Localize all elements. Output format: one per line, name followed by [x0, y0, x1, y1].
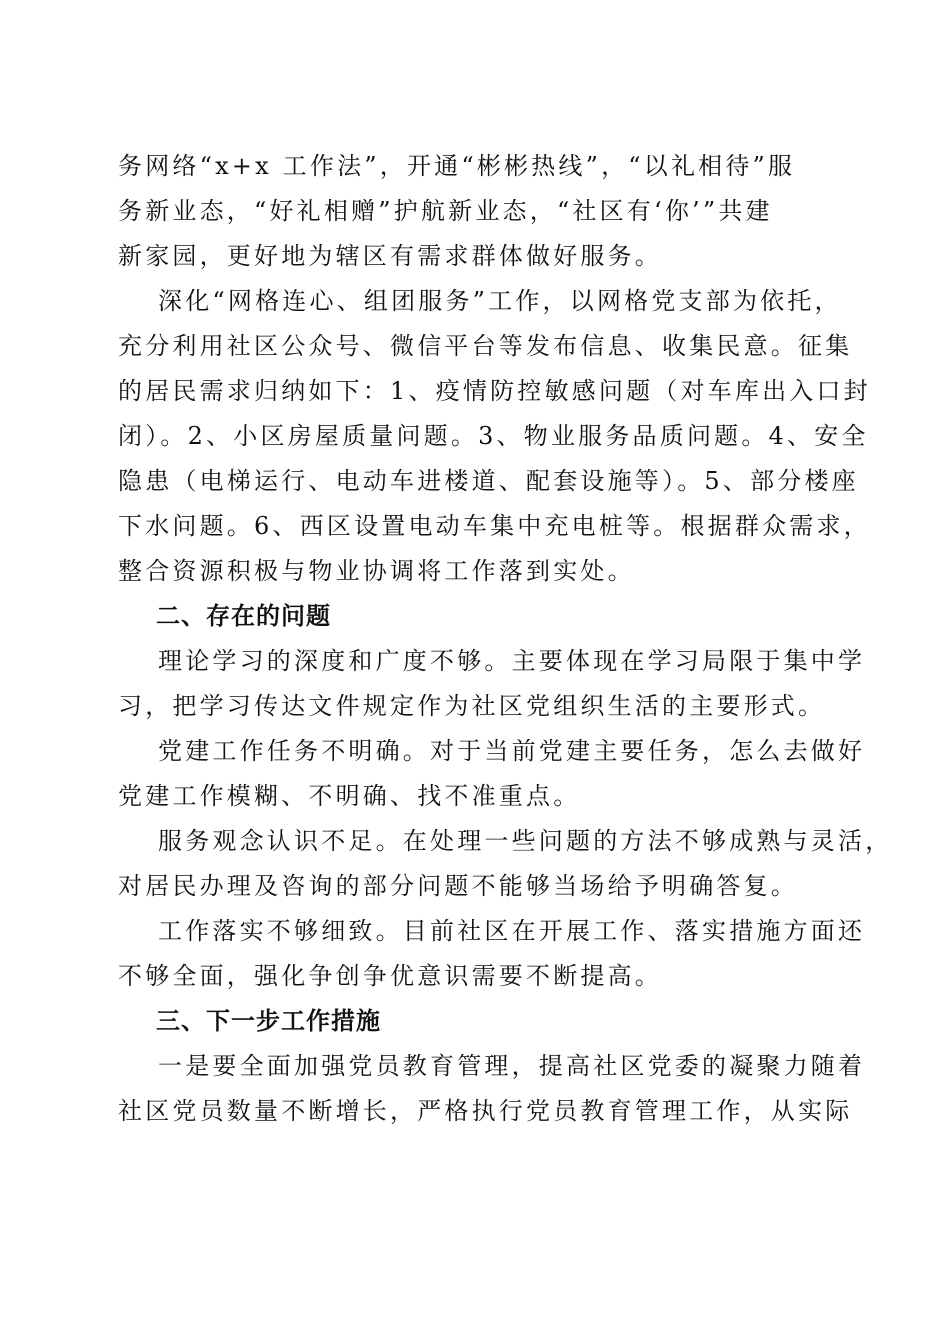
paragraph-start: 服务观念认识不足。在处理一些问题的方法不够成熟与灵活，: [158, 827, 893, 855]
paragraph-start: 一是要全面加强党员教育管理，提高社区党委的凝聚力随着: [158, 1052, 866, 1080]
text-line: 隐患（电梯运行、电动车进楼道、配套设施等）。5、部分楼座: [118, 467, 859, 495]
document-body: [118, 144, 893, 1134]
text-line: 充分利用社区公众号、微信平台等发布信息、收集民意。征集: [118, 332, 853, 360]
text-line: 务新业态，“好礼相赠”护航新业态，“社区有‘你’”共建: [118, 197, 773, 225]
section-heading: 三、下一步工作措施: [156, 1007, 381, 1035]
paragraph-start: 深化“网格连心、组团服务”工作，以网格党支部为依托，: [158, 287, 842, 315]
paragraph-start: 工作落实不够细致。目前社区在开展工作、落实措施方面还: [158, 917, 866, 945]
text-line: 闭）。2、小区房屋质量问题。3、物业服务品质问题。4、安全: [118, 422, 869, 450]
text-line: 下水问题。6、西区设置电动车集中充电桩等。根据群众需求，: [118, 512, 871, 540]
paragraph-start: 理论学习的深度和广度不够。主要体现在学习局限于集中学: [158, 647, 866, 675]
text-line: 对居民办理及咨询的部分问题不能够当场给予明确答复。: [118, 872, 798, 900]
text-line: 整合资源积极与物业协调将工作落到实处。: [118, 557, 635, 585]
text-line: 务网络“x+x 工作法”，开通“彬彬热线”，“以礼相待”服: [118, 152, 796, 180]
text-line: 新家园，更好地为辖区有需求群体做好服务。: [118, 242, 662, 270]
text-line: 党建工作模糊、不明确、找不准重点。: [118, 782, 581, 810]
text-line: 习，把学习传达文件规定作为社区党组织生活的主要形式。: [118, 692, 826, 720]
text-line: 不够全面，强化争创争优意识需要不断提高。: [118, 962, 662, 990]
paragraph-start: 党建工作任务不明确。对于当前党建主要任务，怎么去做好: [158, 737, 866, 765]
text-line: 社区党员数量不断增长，严格执行党员教育管理工作，从实际: [118, 1097, 853, 1125]
section-heading: 二、存在的问题: [156, 602, 331, 630]
text-line: 的居民需求归纳如下：1、疫情防控敏感问题（对车库出入口封: [118, 377, 871, 405]
